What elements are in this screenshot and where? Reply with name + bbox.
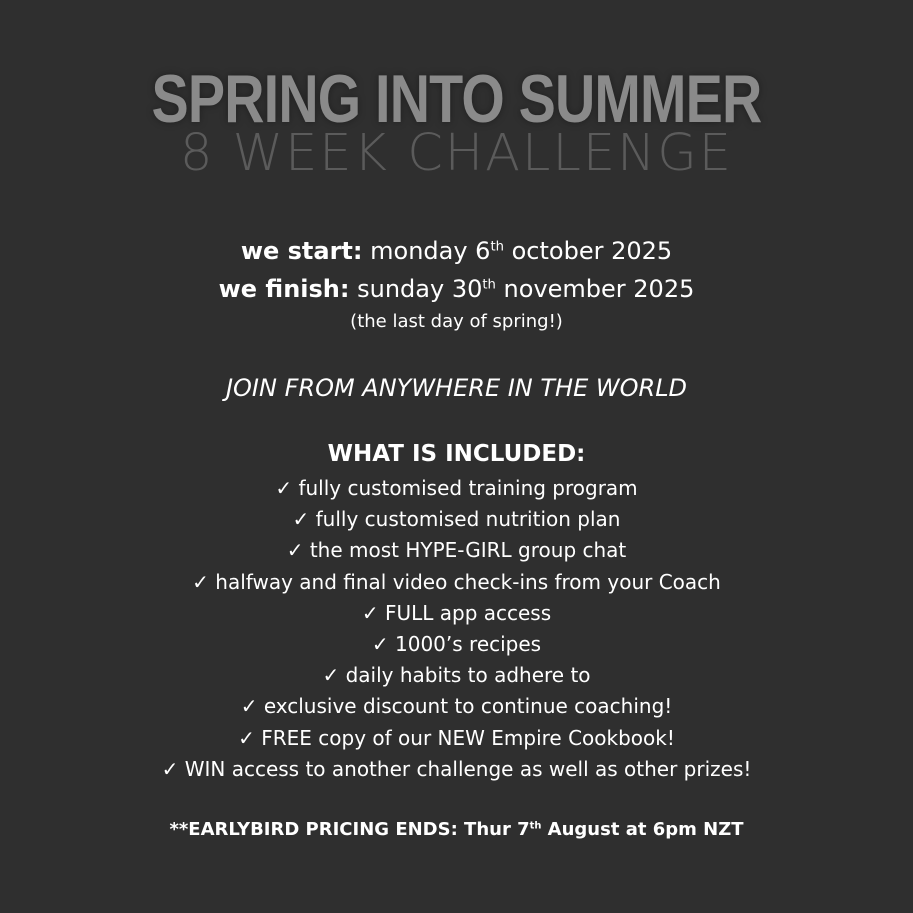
earlybird-date-suffix: th [529,820,542,832]
start-date-line [0,232,913,270]
earlybird-notice [0,815,913,845]
spring-note: (the last day of spring!) [350,311,563,332]
earlybird-text: **EARLYBIRD PRICING ENDS: Thur 7 [169,819,530,840]
start-date-day: monday 6 [370,237,491,265]
included-item: ✓ halfway and final video check-ins from your Coach [192,569,721,594]
included-item: ✓ fully customised training program [275,476,638,500]
finish-label: we finish: [218,275,350,303]
finish-date-day: sunday 30 [357,275,483,303]
start-date-suffix: th [490,239,504,255]
finish-date-month-year: november 2025 [503,275,695,303]
finish-date-suffix: th [482,277,496,293]
start-label: we start: [240,237,363,265]
included-item: ✓ WIN access to another challenge as well as other prizes! [161,756,752,781]
start-date-month-year: october 2025 [511,237,673,265]
poster-subtitle: 8 WEEK CHALLENGE [180,124,733,183]
included-item: ✓ FREE copy of our NEW Empire Cookbook! [238,725,675,750]
included-item: ✓ fully customised nutrition plan [292,507,621,532]
included-item: ✓ 1000’s recipes [371,632,542,657]
earlybird-time: August at 6pm NZT [547,819,744,840]
included-list [0,473,913,785]
included-item: ✓ FULL app access [361,600,552,625]
included-item: ✓ exclusive discount to continue coaching! [240,694,673,719]
join-anywhere-text: JOIN FROM ANYWHERE IN THE WORLD [225,374,688,402]
poster-title: SPRING INTO SUMMER [151,61,762,137]
dates-block [0,232,913,336]
included-item: ✓ daily habits to adhere to [322,663,591,688]
finish-date-line [0,270,913,308]
included-item: ✓ the most HYPE-GIRL group chat [286,538,627,563]
included-heading: WHAT IS INCLUDED: [327,441,586,467]
